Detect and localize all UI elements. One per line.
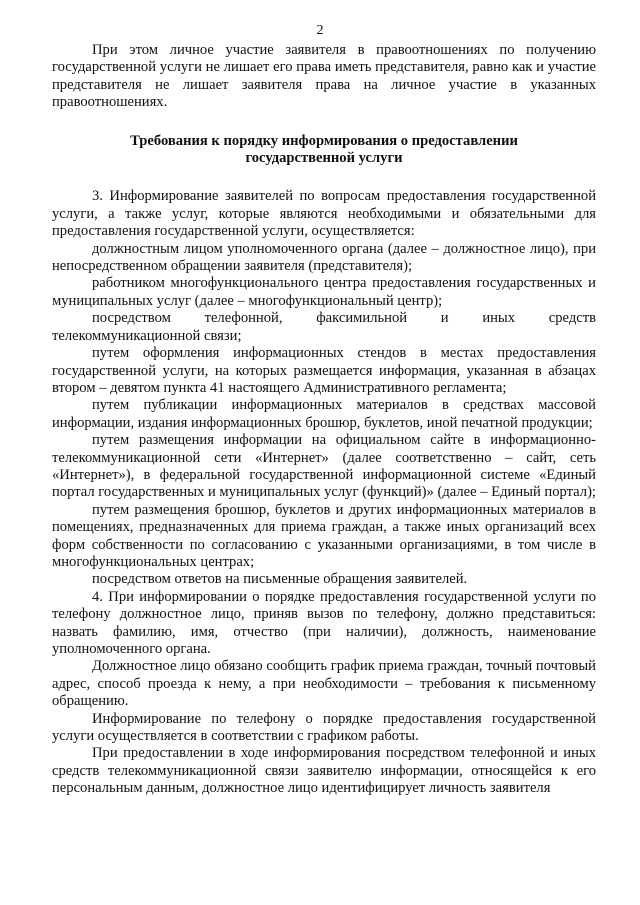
paragraph-stands: путем оформления информационных стендов в местах предоставления государственной услуги, на которых размещается информация, указанная в абзацах втором – девятом пункта 41 настоящего Административного регламента; [52,345,596,396]
paragraph-official: должностным лицом уполномоченного органа (далее – должностное лицо), при непосредственном обращении заявителя (представителя); [52,240,596,275]
paragraph-written-replies: посредством ответов на письменные обращения заявителей. [92,571,468,588]
document-body [52,42,596,798]
paragraph-media: путем публикации информационных материалов в средствах массовой информации, издания информационных брошюр, буклетов, иной печатной продукции; [52,397,596,431]
section-heading [52,133,596,168]
paragraph-schedule: Должностное лицо обязано сообщить график приема граждан, точный почтовый адрес, способ проезда к нему, а при необходимости – требования к письменному обращению. [52,658,596,710]
paragraph-internet: путем размещения информации на официальном сайте в информационно-телекоммуникационной сети «Интернет» (далее соответственно – сайт, сеть «Интернет»), в федеральной государственной информационной системе «Единый портал государственных и муниципальных услуг (функций)» (далее – Единый портал); [52,432,596,501]
paragraph-item-3: 3. Информирование заявителей по вопросам предоставления государственной услуги, а также услуг, которые являются необходимыми и обязательными для предоставления государственной услуги, осуществляется: [52,188,596,240]
paragraph-personal-data: При предоставлении в ходе информирования посредством телефонной и иных средств телекоммуникационной связи заявителю информации, относящейся к его персональным данным, должностное лицо идентифицирует личность заявителя [52,745,596,797]
paragraph-item-4: 4. При информировании о порядке предоставления государственной услуги по телефону должностное лицо, приняв вызов по телефону, должно представиться: назвать фамилию, имя, отчество (при наличии), должность, наименование уполномоченного органа. [52,588,596,657]
intro-paragraph: При этом личное участие заявителя в правоотношениях по получению государственной услуги не лишает его права иметь представителя, равно как и участие представителя не лишает заявителя права на личное участие в указанных правоотношениях. [52,42,596,111]
paragraph-phone-info: Информирование по телефону о порядке предоставления государственной услуги осуществляется в соответствии с графиком работы. [52,710,596,745]
page-number: 2 [316,23,324,38]
paragraph-brochures: путем размещения брошюр, буклетов и других информационных материалов в помещениях, предназначенных для приема граждан, а также иных организаций всех форм собственности по согласованию с указанными организациями, в том числе в многофункциональных центрах; [52,501,596,570]
paragraph-telecom: посредством телефонной, факсимильной и иных средств телекоммуникационной связи; [52,310,596,344]
paragraph-mfc-worker: работником многофункционального центра предоставления государственных и муниципальных услуг (далее – многофункциональный центр); [52,275,596,309]
section-heading-line-1: Требования к порядку информирования о предоставлении [130,132,518,149]
section-heading-line-2: государственной услуги [245,150,403,167]
